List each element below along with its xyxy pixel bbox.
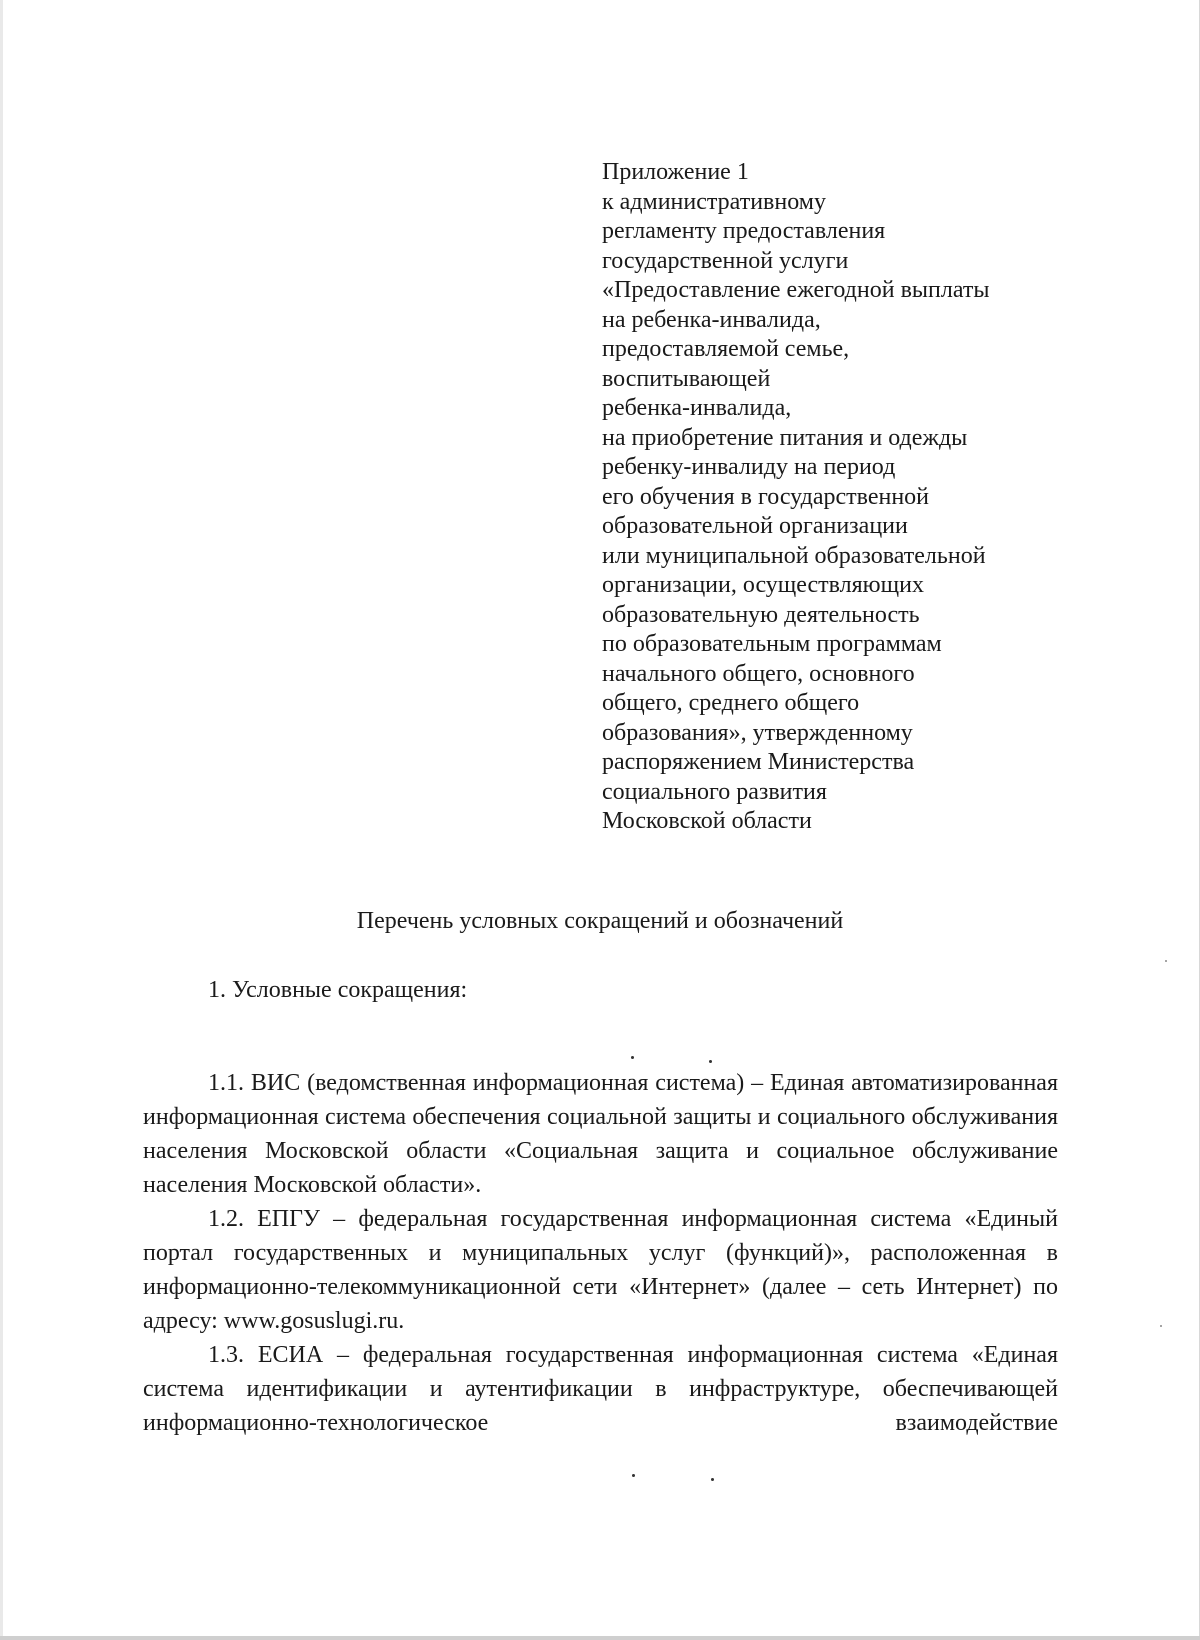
appendix-line: распоряжением Министерства <box>602 749 915 775</box>
scan-left-edge <box>0 0 3 1640</box>
appendix-line: или муниципальной образовательной <box>602 542 986 569</box>
appendix-line: ребенка-инвалида, <box>602 395 792 421</box>
appendix-line: «Предоставление ежегодной выплаты <box>602 277 990 303</box>
appendix-line: начального общего, основного <box>602 660 915 687</box>
appendix-line: государственной услуги <box>602 247 849 274</box>
appendix-line: организации, осуществляющих <box>602 572 924 598</box>
appendix-line: к административному <box>602 188 826 215</box>
appendix-line: образовательную деятельность <box>602 601 920 628</box>
appendix-line: воспитывающей <box>602 365 771 392</box>
appendix-header-block <box>602 158 1072 837</box>
appendix-line: ребенку-инвалиду на период <box>602 454 896 480</box>
scan-speck <box>709 1060 712 1063</box>
appendix-line: регламенту предоставления <box>602 218 886 244</box>
abbreviation-item-vis: 1.1. ВИС (ведомственная информационная система) – Единая автоматизированная информационная система обеспечения социальной защиты и социального обслуживания населения Московской области «Социальная защита и социальное обслуживание населения Московской области». <box>143 1070 1058 1198</box>
scan-speck <box>632 1474 635 1477</box>
abbreviations-list <box>143 1066 1058 1440</box>
abbreviation-item-epgu: 1.2. ЕПГУ – федеральная государственная информационная система «Единый портал государственных и муниципальных услуг (функций)», расположенная в информационно-телекоммуникационной сети «Интернет» (далее – сеть Интернет) по адресу: www.gosuslugi.ru. <box>143 1206 1058 1334</box>
appendix-line: Приложение 1 <box>602 159 749 185</box>
abbreviation-item-esia: 1.3. ЕСИА – федеральная государственная информационная система «Единая система идентификации и аутентификации в инфраструктуре, обеспечивающей информационно-технологическое взаимодействие <box>143 1342 1058 1436</box>
scan-bottom-edge <box>0 1636 1200 1640</box>
appendix-line: по образовательным программам <box>602 631 942 657</box>
appendix-line: на приобретение питания и одежды <box>602 424 968 451</box>
scan-speck <box>1160 1325 1162 1327</box>
appendix-line: на ребенка-инвалида, <box>602 306 821 333</box>
appendix-line: предоставляемой семье, <box>602 336 850 362</box>
section-heading: 1. Условные сокращения: <box>208 977 468 1003</box>
scan-speck <box>631 1056 634 1059</box>
appendix-line: социального развития <box>602 778 827 805</box>
scan-speck <box>711 1478 714 1481</box>
scan-speck <box>1165 960 1167 962</box>
appendix-line: образования», утвержденному <box>602 719 913 746</box>
appendix-line: общего, среднего общего <box>602 690 860 716</box>
document-title: Перечень условных сокращений и обозначений <box>356 908 844 934</box>
appendix-line: его обучения в государственной <box>602 483 930 510</box>
appendix-line: образовательной организации <box>602 513 908 539</box>
appendix-line: Московской области <box>602 808 812 834</box>
